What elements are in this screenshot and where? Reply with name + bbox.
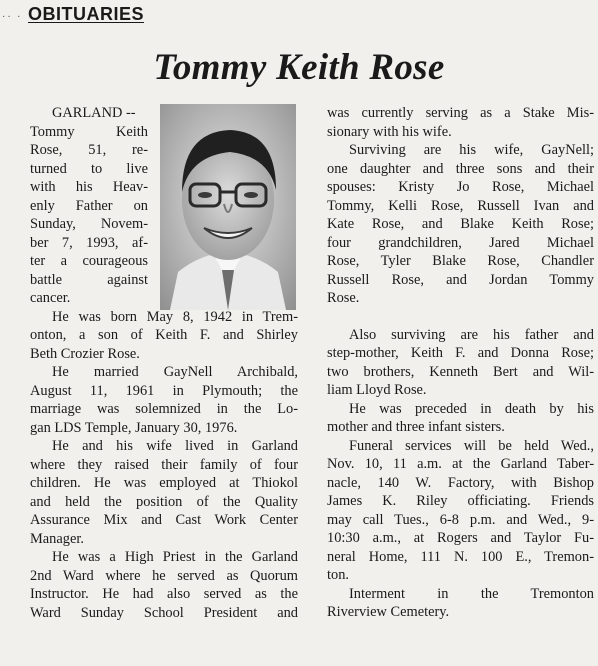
- text-line: one daughter and three sons and their: [327, 160, 594, 177]
- text-line: Manager.: [30, 530, 84, 547]
- text-line: onton, a son of Keith F. and Shirley: [30, 327, 298, 343]
- section-label: OBITUARIES: [28, 4, 145, 24]
- text-line: four grandchildren, Jared Michael: [327, 234, 594, 251]
- paragraph-funeral: [327, 437, 594, 585]
- paragraph-survivors: [327, 141, 594, 308]
- text-line: enly Father on: [30, 197, 148, 214]
- text-line: He married GayNell Archibald,: [52, 364, 298, 380]
- text-line: mother and three infant sisters.: [327, 419, 505, 435]
- text-line: Sunday, Novem-: [30, 216, 148, 232]
- paragraph-mission: [327, 104, 594, 141]
- text-line: ber 7, 1993, af-: [30, 234, 148, 251]
- text-line: with his Heav-: [30, 179, 148, 195]
- text-line: ton.: [327, 567, 349, 583]
- text-line: Rose, 51, re-: [30, 142, 148, 158]
- text-line: He was a High Priest in the Garland: [52, 549, 298, 565]
- paragraph-career: [30, 437, 298, 548]
- text-line: sionary with his wife.: [327, 123, 452, 140]
- text-line: James K. Riley officiating. Friends: [327, 493, 594, 509]
- left-column: [30, 104, 298, 622]
- text-line: Tommy Keith: [30, 123, 148, 140]
- text-line: 2nd Ward where he served as Quorum: [30, 567, 298, 584]
- text-line: He was born May 8, 1942 in Trem-: [52, 308, 298, 325]
- text-line: Surviving are his wife, GayNell;: [349, 142, 594, 158]
- wrap-around-text: [30, 104, 148, 308]
- text-line: Russell Rose, and Jordan Tommy: [327, 271, 594, 288]
- text-line: where they raised their family of four: [30, 456, 298, 473]
- text-line: GARLAND --: [52, 105, 136, 121]
- text-line: Rose, Tyler Blake Rose, Chandler: [327, 253, 594, 269]
- text-line: He was preceded in death by his: [349, 400, 594, 417]
- text-line: Nov. 10, 11 a.m. at the Garland Taber-: [327, 456, 594, 472]
- paragraph-family: [327, 326, 594, 400]
- text-line: and held the position of the Quality: [30, 493, 298, 510]
- text-line: Funeral services will be held Wed.,: [349, 437, 594, 454]
- text-line: was currently serving as a Stake Mis-: [327, 105, 594, 121]
- text-line: two brothers, Kenneth Bert and Wil-: [327, 363, 594, 380]
- text-line: battle against: [30, 271, 148, 288]
- text-line: He and his wife lived in Garland: [52, 438, 298, 454]
- text-line: gan LDS Temple, January 30, 1976.: [30, 419, 238, 436]
- paragraph-gap: [327, 308, 594, 326]
- text-line: step-mother, Keith F. and Donna Rose;: [327, 345, 594, 361]
- text-line: turned to live: [30, 160, 148, 177]
- text-line: Rose.: [327, 290, 360, 306]
- text-line: nacle, 140 W. Factory, with Bishop: [327, 474, 594, 491]
- text-line: children. He was employed at Thiokol: [30, 475, 298, 491]
- scan-dots: ·· ·: [2, 12, 23, 23]
- text-line: Kate Rose, and Blake Keith Rose;: [327, 216, 594, 232]
- paragraph-marriage: [30, 363, 298, 437]
- text-line: August 11, 1961 in Plymouth; the: [30, 382, 298, 399]
- paragraph-church: [30, 548, 298, 622]
- text-line: 10:30 a.m., at Rogers and Taylor Fu-: [327, 530, 594, 546]
- text-line: Ward Sunday School President and: [30, 604, 298, 621]
- text-line: neral Home, 111 N. 100 E., Tremon-: [327, 548, 594, 565]
- text-line: Tommy, Kelli Rose, Russell Ivan and: [327, 197, 594, 214]
- text-line: liam Lloyd Rose.: [327, 382, 427, 398]
- right-column: [327, 104, 594, 622]
- text-line: Interment in the Tremonton: [349, 585, 594, 602]
- text-line: spouses: Kristy Jo Rose, Michael: [327, 179, 594, 195]
- text-line: may call Tues., 6-8 p.m. and Wed., 9-: [327, 511, 594, 528]
- text-line: marriage was solemnized in the Lo-: [30, 401, 298, 417]
- text-line: Also surviving are his father and: [349, 326, 594, 343]
- text-line: Assurance Mix and Cast Work Center: [30, 512, 298, 528]
- text-line: cancer.: [30, 290, 71, 306]
- text-line: ter a courageous: [30, 253, 148, 269]
- paragraph-interment: [327, 585, 594, 622]
- paragraph-preceded: [327, 400, 594, 437]
- text-line: Riverview Cemetery.: [327, 604, 450, 620]
- paragraph-birth: [30, 308, 298, 364]
- text-line: Beth Crozier Rose.: [30, 345, 140, 362]
- headline: Tommy Keith Rose: [153, 47, 445, 88]
- text-line: Instructor. He had also served as the: [30, 586, 298, 602]
